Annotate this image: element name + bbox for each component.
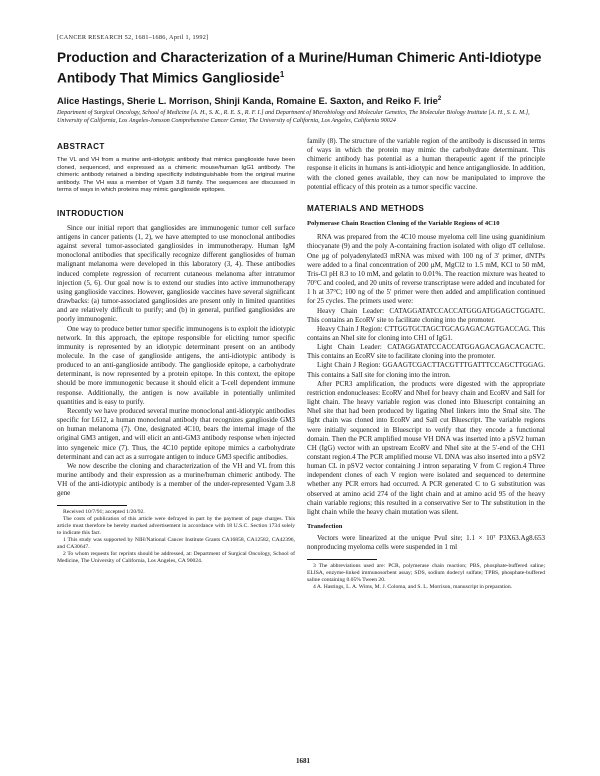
footnote-received: Received 10/7/91; accepted 1/20/92. <box>63 508 145 515</box>
right-footnote-divider <box>307 559 377 560</box>
title-footnote-marker: 1 <box>279 70 285 79</box>
primer-heavy-leader: Heavy Chain Leader: CATAGGATATCCACCATGGGATGGAGCTGGATC. This contains an EcoRV site to facilitate cloning into the promoter. <box>307 306 545 324</box>
primer-heavy-j: Heavy Chain J Region: CTTGGTGCTAGCTGCAGAGACAGTGACCAG. This contains an NheI site for cloning into CH1 of IgG1. <box>307 324 545 342</box>
intro-paragraph-1: Since our initial report that gangliosides are immunogenic tumor cell surface antigens in cancer patients (1, 2), we have attempted to use monoclonal antibodies against several tumor-associated gangliosides in immunotherapy. Human IgM monoclonal antibodies that specifically recognize different gangliosides of human malignant melanoma were developed in this laboratory (3, 4). These antibodies induced complete regression of recurrent cutaneous melanoma after intratumor injection (5, 6). Our goal now is to extend our studies into active immunotherapy using ganglioside vaccines. However, ganglioside vaccines have several significant drawbacks: (a) tumor-associated gangliosides are present only in limited quantities and are relatively difficult to purify; and (b) in general, purified gangliosides are poorly immunogenic. <box>57 223 295 324</box>
journal-header: [CANCER RESEARCH 52, 1681–1686, April 1, 1992] <box>57 34 209 41</box>
transfection-text: Vectors were linearized at the unique PvuI site; 1.1 × 10⁷ P3X63.Ag8.653 nonproducing myeloma cells were suspended in 1 ml <box>307 534 545 552</box>
authors-footnote-marker: 2 <box>437 95 442 102</box>
page-number: 1681 <box>296 757 310 765</box>
primer-light-leader: Light Chain Leader: CATAGGATATCCACCATGGAGACAGACACACTC. This contains an EcoRV site to facilitate cloning into the promoter. <box>307 343 545 361</box>
intro-paragraph-3: Recently we have produced several murine monoclonal anti-idiotypic antibodies specific for L612, a human monoclonal antibody that recognizes ganglioside GM3 on human melanoma (7). One, designated 4C10, bears the internal image of the original GM3 antigen, and will elicit an anti-GM3 antibody response when injected into syngeneic mice (7). Thus, the 4C10 peptide epitope mimics a carbohydrate determinant and can act as a surrogate antigen to induce GM3 specific antibodies. <box>57 406 295 461</box>
right-footnotes <box>307 563 545 591</box>
methods-paragraph-1: RNA was prepared from the 4C10 mouse myeloma cell line using guanidinium thiocyanate (9) and the poly A-containing fraction isolated with oligo dT cellulose. One µg of polyadenylated3 mRNA was mixed with 100 ng of 3′ primer, dNTPs were added to a final concentration of 200 µM, MgCl2 to 1.5 mM, KCl to 50 mM, Tris-Cl pH 8.3 to 10 mM, and gelatin to 0.01%. The reaction mixture was heated to 70°C and cooled, and 20 units of reverse transcriptase were added and incubated for 1 h at 37°C; 100 ng of the 5′ primer were then added and amplification continued for 25 cycles. The primers used were: <box>307 233 545 306</box>
intro-continuation: family (8). The structure of the variable region of the antibody is discussed in terms of ways in which the protein may mimic the carbohydrate determinant. This chimeric antibody has potential as a human therapeutic agent if the principle response it elicits in humans is anti-idiotypic and hence antiganglioside. In addition, with the cloned genes available, they can now be manipulated to improve the potential efficacy of this protein as a tumor specific vaccine. <box>307 137 545 191</box>
article-title <box>57 49 547 87</box>
footnote-2: 2 To whom requests for reprints should be addressed, at: Department of Surgical Oncology, School of Medicine, The University of California, Los Angeles, CA 90024. <box>57 551 295 565</box>
intro-paragraph-2: One way to produce better tumor specific immunogens is to exploit the idiotypic network. In this approach, the epitope responsible for eliciting tumor specific immunity is represented by an idiotypic determinant present on an antibody molecule. In the case of ganglioside antigens, the anti-idiotypic antibody is produced to an anti-ganglioside antibody. The ganglioside epitope, a carbohydrate determinant, is now represented by a protein epitope. In this context, the epitope should be more immunogenic because it should elicit a T-cell dependent immune response. Additionally, the antigen is now available in potentially unlimited quantities and is easy to purify. <box>57 324 295 406</box>
title-text: Production and Characterization of a Murine/Human Chimeric Anti-Idiotype Antibody That Mimics Ganglioside <box>57 50 542 86</box>
footnote-1: 1 This study was supported by NIH/National Cancer Institute Grants CA16858, CA12582, CA42396, and CA30647. <box>57 536 295 550</box>
methods-heading: MATERIALS AND METHODS <box>307 203 425 213</box>
primer-light-j: Light Chain J Region: GGAAGTCGACTTACGTTTGATTTCCAGCTTGGAG. This contains a SalI site for cloning into the intron. <box>307 361 545 379</box>
left-column <box>57 142 295 565</box>
transfection-heading: Transfection <box>307 523 343 531</box>
authors-text: Alice Hastings, Sherie L. Morrison, Shinji Kanda, Romaine E. Saxton, and Reiko F. Irie <box>57 95 438 106</box>
author-affiliation: Department of Surgical Oncology, School of Medicine [A. H., S. K., R. E. S., R. F. I.] and Department of Microbiology and Molecular Genetics, The Molecular Biology Institute [A. H., S. L. M.], University of California, Los Angeles-Jonsson Comprehensive Cancer Center, The University of California, Los Angeles, California 90024 <box>57 110 530 124</box>
footnote-divider <box>57 505 127 506</box>
footnote-3: 3 The abbreviations used are: PCR, polymerase chain reaction; PBS, phosphate-buffered saline; ELISA, enzyme-linked immunosorbent assay; SDS, sodium dodecyl sulfate; TPBS, phosphate-buffered saline containing 0.05% Tween 20. <box>307 562 545 583</box>
abstract-heading: ABSTRACT <box>57 142 105 151</box>
methods-subheading: Polymerase Chain Reaction Cloning of the Variable Regions of 4C10 <box>307 220 500 228</box>
author-list <box>57 95 547 106</box>
intro-paragraph-4: We now describe the cloning and characterization of the VH and VL from this murine antibody and their expression as a murine/human chimeric antibody. The VH of the anti-idiotypic antibody is a member of the under-represented Vgam 3.8 gene <box>57 461 295 498</box>
introduction-heading: INTRODUCTION <box>57 208 124 218</box>
footnote-page-charges: The costs of publication of this article were defrayed in part by the payment of page charges. This article must therefore be hereby marked advertisement in accordance with 18 U.S.C. Section 1734 solely to indicate this fact. <box>57 515 295 536</box>
footnote-4: 4 A. Hastings, L. A. Wims, M. J. Coloma, and S. L. Morrison, manuscript in preparation. <box>313 583 513 590</box>
left-footnotes <box>57 509 295 566</box>
methods-paragraph-pcr: After PCR3 amplification, the products were digested with the appropriate restriction endonucleases: EcoRV and NheI for heavy chain and EcoRV and SalI for light chain. The heavy variable region was cloned into Bluescript containing an NheI site that had been produced by ligating NheI linkers into the SmaI site. The light chain was cloned into EcoRV and SalI cut Bluescript. The variable regions were initially sequenced in Bluescript to verify that they encode a functional domain. Then the PCR amplified mouse VH DNA was inserted into a pSV2 human CH (IgG) vector with an upstream EcoRV and NheI site at the 5′-end of the CH1 constant region.4 The PCR amplified mouse VL DNA was also inserted into a pSV2 human CL in pSV2 vector containing J intron separating V from C region.4 Three independent clones of each V region were isolated and sequenced to determine whether any PCR errors had occurred. A PCR generated C to G substitution was observed at amino acid 274 of the light chain and at amino acid 95 of the heavy chain variable regions; this resulted in a conservative Ser to Thr substitution in the light chain while the heavy chain mutation was silent. <box>307 379 545 516</box>
right-column <box>307 137 545 591</box>
abstract-text: The VL and VH from a murine anti-idiotypic antibody that mimics ganglioside have been cloned, sequenced, and expressed as a chimeric mouse/human IgG1 antibody. The chimeric antibody retained a binding specificity indistinguishable from the original murine antibody. The VH was a member of Vgam 3.8 family. The sequences are discussed in terms of ways in which proteins may mimic ganglioside epitopes. <box>57 157 295 194</box>
